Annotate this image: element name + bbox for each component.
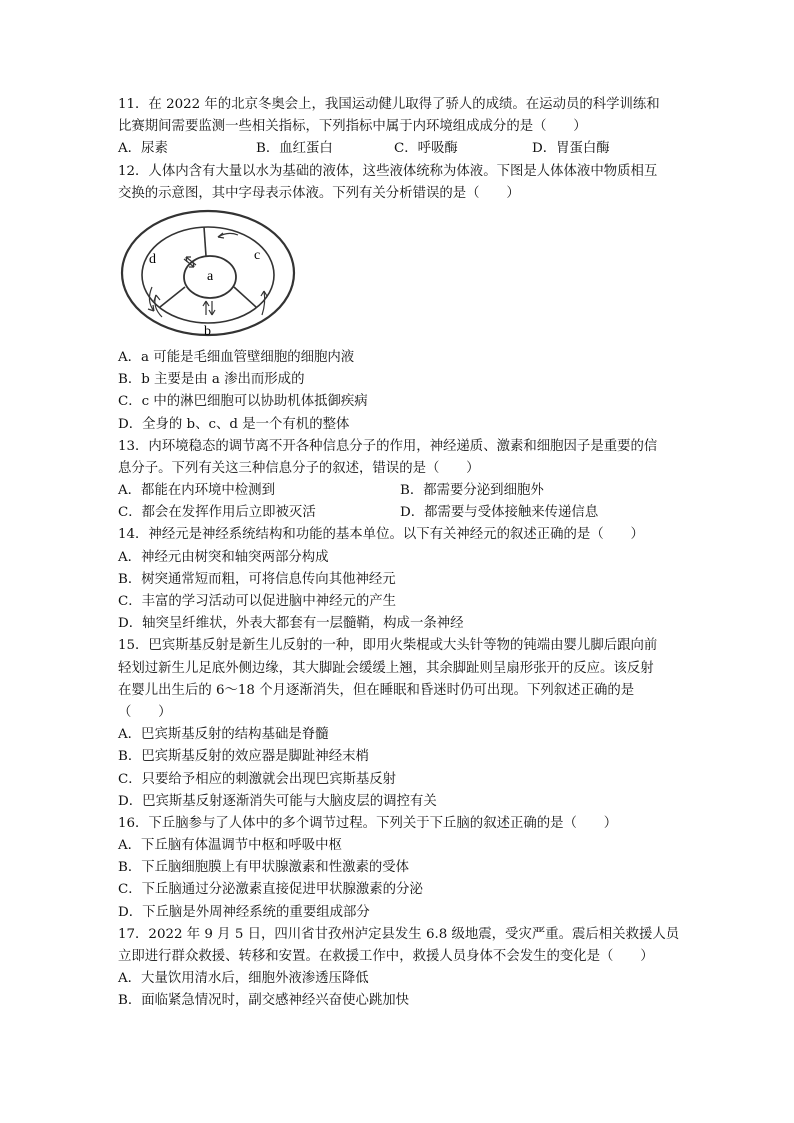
label-d: d [149, 251, 156, 267]
q16-option-c[interactable]: C．下丘脑通过分泌激素直接促进甲状腺激素的分泌 [118, 882, 423, 898]
q11-option-d[interactable]: D．胃蛋白酶 [532, 141, 610, 157]
q14-option-b[interactable]: B．树突通常短而粗，可将信息传向其他神经元 [118, 571, 396, 587]
q11-options [118, 138, 688, 160]
q15-stem-line-4: （ ） [118, 704, 172, 720]
q15-option-c[interactable]: C．只要给予相应的刺激就会出现巴宾斯基反射 [118, 771, 397, 787]
label-a: a [207, 268, 214, 284]
q12-option-c[interactable]: C．c 中的淋巴细胞可以协助机体抵御疾病 [118, 394, 368, 410]
q15-option-b[interactable]: B．巴宾斯基反射的效应器是脚趾神经末梢 [118, 749, 369, 765]
label-c: c [254, 247, 261, 263]
q11-option-a[interactable]: A．尿素 [118, 141, 168, 157]
q13-stem-line-1: 13．内环境稳态的调节离不开各种信息分子的作用，神经递质、激素和细胞因子是重要的信 [118, 438, 658, 454]
q13-option-c[interactable]: C．都会在发挥作用后立即被灭活 [118, 505, 316, 521]
question-13 [118, 436, 688, 525]
question-12 [118, 161, 688, 436]
label-b: b [204, 323, 211, 339]
q12-option-d[interactable]: D．全身的 b、c、d 是一个有机的整体 [118, 416, 350, 432]
q15-stem-line-3: 在婴儿出生后的 6～18 个月逐渐消失，但在睡眠和昏迷时仍可出现。下列叙述正确的是 [118, 682, 635, 698]
body-fluid-diagram-svg [118, 207, 308, 343]
q14-option-a[interactable]: A．神经元由树突和轴突两部分构成 [118, 549, 329, 565]
q13-options-row-2 [118, 502, 688, 524]
question-17 [118, 924, 688, 1013]
q13-option-a[interactable]: A．都能在内环境中检测到 [118, 483, 275, 499]
q14-option-c[interactable]: C．丰富的学习活动可以促进脑中神经元的产生 [118, 594, 397, 609]
q15-stem-line-1: 15．巴宾斯基反射是新生儿反射的一种，即用火柴棍或大头针等物的钝端由婴儿脚后跟向前 [118, 638, 658, 654]
q13-stem-line-2: 息分子。下列有关这三种信息分子的叙述，错误的是（ ） [118, 460, 480, 476]
q16-stem-line-1: 16．下丘脑参与了人体中的多个调节过程。下列关于下丘脑的叙述正确的是（ ） [118, 815, 618, 831]
q17-stem-line-2: 立即进行群众救援、转移和安置。在救援工作中，救援人员身体不会发生的变化是（ ） [118, 949, 654, 964]
q17-stem-line-1: 17．2022 年 9 月 5 日，四川省甘孜州泸定县发生 6.8 级地震，受灾严重。震后相关救援人员 [118, 926, 680, 942]
arrow-a-to-b [209, 301, 215, 315]
q16-option-a[interactable]: A．下丘脑有体温调节中枢和呼吸中枢 [118, 838, 342, 854]
q12-option-a[interactable]: A．a 可能是毛细血管壁细胞的细胞内液 [118, 349, 355, 365]
q13-option-d[interactable]: D．都需要与受体接触来传递信息 [400, 505, 599, 521]
q11-option-b[interactable]: B．血红蛋白 [256, 141, 333, 157]
question-14 [118, 524, 688, 635]
divider-right [234, 287, 256, 307]
exam-page [118, 94, 688, 1013]
q16-option-b[interactable]: B．下丘脑细胞膜上有甲状腺激素和性激素的受体 [118, 860, 410, 876]
body-fluid-diagram [118, 207, 308, 343]
q11-option-c[interactable]: C．呼吸酶 [394, 141, 458, 157]
divider-top [204, 227, 206, 256]
question-16 [118, 813, 688, 924]
question-15 [118, 635, 688, 813]
q15-option-a[interactable]: A．巴宾斯基反射的结构基础是脊髓 [118, 727, 329, 743]
q12-option-b[interactable]: B．b 主要是由 a 渗出而形成的 [118, 372, 305, 388]
q17-option-b[interactable]: B．面临紧急情况时，副交感神经兴奋使心跳加快 [118, 993, 410, 1009]
q16-option-d[interactable]: D．下丘脑是外周神经系统的重要组成部分 [118, 904, 370, 920]
q11-stem-line-2: 比赛期间需要监测一些相关指标，下列指标中属于内环境组成成分的是（ ） [118, 119, 587, 135]
q13-option-b[interactable]: B．都需要分泌到细胞外 [400, 483, 544, 499]
q13-options-row-1 [118, 480, 688, 502]
q15-stem-line-2: 轻划过新生儿足底外侧边缘，其大脚趾会缓缓上翘，其余脚趾则呈扇形张开的反应。该反射 [118, 660, 654, 676]
question-11 [118, 94, 688, 161]
q14-stem-line-1: 14．神经元是神经系统结构和功能的基本单位。以下有关神经元的叙述正确的是（ ） [118, 527, 644, 543]
q12-stem-line-2: 交换的示意图，其中字母表示体液。下列有关分析错误的是（ ） [118, 185, 520, 201]
q12-stem-line-1: 12．人体内含有大量以水为基础的液体，这些液体统称为体液。下图是人体体液中物质相互 [118, 163, 658, 179]
divider-left [160, 287, 185, 307]
q11-stem-line-1: 11．在 2022 年的北京冬奥会上，我国运动健儿取得了骄人的成绩。在运动员的科学训练和 [118, 97, 660, 112]
q14-option-d[interactable]: D．轴突呈纤维状，外表大都套有一层髓鞘，构成一条神经 [118, 616, 464, 632]
q17-option-a[interactable]: A．大量饮用清水后，细胞外液渗透压降低 [118, 971, 369, 987]
arrow-b-to-a [203, 301, 209, 315]
q15-option-d[interactable]: D．巴宾斯基反射逐渐消失可能与大脑皮层的调控有关 [118, 793, 437, 809]
